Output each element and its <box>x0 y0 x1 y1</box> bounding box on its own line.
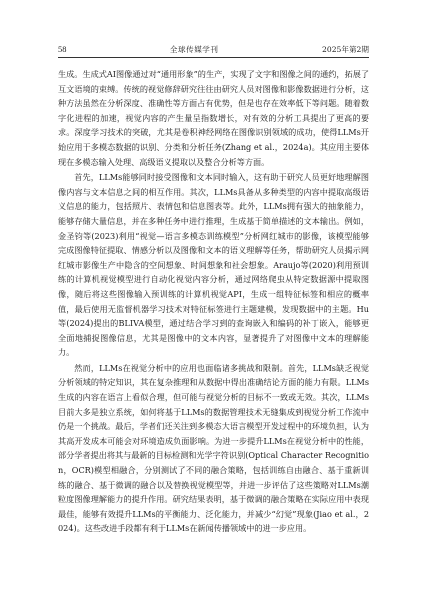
article-body <box>58 67 369 537</box>
paragraph-llm-challenges: 然而，LLMs在视觉分析中的应用也面临诸多挑战和限制。首先，LLMs缺乏视觉分析领域的特定知识，其在复杂推理和从数据中得出准确结论方面的能力有限。LLMs生成的内容在语言上看似合理，但可能与视觉分析的目标不一致或无效。其次，LLMs目前大多是独立系统，如何将基于LLMs的数据管理技术无缝集成到视觉分析工作流中仍是一个挑战。最后，学者们还关注到多模态大语言模型开发过程中的环境负担，认为其高开发成本可能会对环境造成负面影响。为进一步提升LLMs在视觉分析中的性能，部分学者提出将其与最新的目标检测和光学字符识别(Optical Character Recognition，OCR)模型相融合，分别测试了不同的融合策略，包括训练自由融合、基于重新训练的融合、基于微调的融合以及替换视觉模型等，并进一步评估了这些策略对LLMs潮粒度图像理解能力的提升作用。研究结果表明，基于微调的融合策略在实际应用中表现最佳，能够有效提升LLMs的平衡能力、泛化能力，并减少“幻觉”现象(Jiao et al.，2024)。这些改进手段都有利于LLMs在新闻传播领域中的进一步应用。 <box>58 362 369 534</box>
journal-title: 全球传媒学刊 <box>169 45 219 54</box>
running-header <box>58 41 369 58</box>
page-number: 58 <box>58 45 67 54</box>
paragraph-llm-capabilities: 首先，LLMs能够同时接受图像和文本同时输入，这有助于研究人员更好地理解图像内容与文本信息之间的相互作用。其次，LLMs具备从多种类型的内容中提取高级语义信息的能力，包括照片、表情包和信息图表等。此外，LLMs拥有强大的抽象能力，能够存储大量信息，并在多种任务中进行推理，生成基于简单描述的文本输出。例如，金圣钧等(2023)利用“视觉—语言多模态训练模型”分析网红城市的影像，该模型能够完成图像特征提取、情感分析以及图像和文本的语义理解等任务，帮助研究人员揭示网红城市影像生产中隐含的空间想象、时间想象和社会想象。Araujo等(2020)利用预训练的计算机视觉模型进行自动化视觉内容分析，通过网络爬虫从特定数据源中提取图像，随后将这些图像输入预训练的计算机视觉API，生成一组特征标签和相应的概率值，最后使用无监督机器学习技术对特征标签进行主题建模，发现数据中的主题。Hu等(2024)提出的BLIVA模型，通过结合学习到的查询嵌入和编码的补丁嵌入，能够更全面地捕捉图像信息，尤其是图像中的文本内容，显著提升了对图像中文本的理解能力。 <box>58 172 369 358</box>
paragraph-continuation: 生成。生成式AI图像通过对“通用形象”的生产，实现了文字和图像之间的通约，拓展了互文语境的束缚。传统的视觉修辞研究往往由研究人员对图像和影像数据进行分析，这种方法虽然在分析深度、准确性等方面占有优势，但是也存在效率低下等问题。随着数字化进程的加速，视觉内容的产生量呈指数增长，对有效的分析工具提出了更高的要求。深度学习技术的突破，尤其是卷积神经网络在图像识别领域的成功，使得LLMs开始应用于多模态数据的识别、分类和分析任务(Zhang et al.，2024a)。其应用主要体现在多模态输入处理、高级语义提取以及整合分析等方面。 <box>58 69 369 167</box>
issue-label: 2025年第2期 <box>322 45 369 54</box>
